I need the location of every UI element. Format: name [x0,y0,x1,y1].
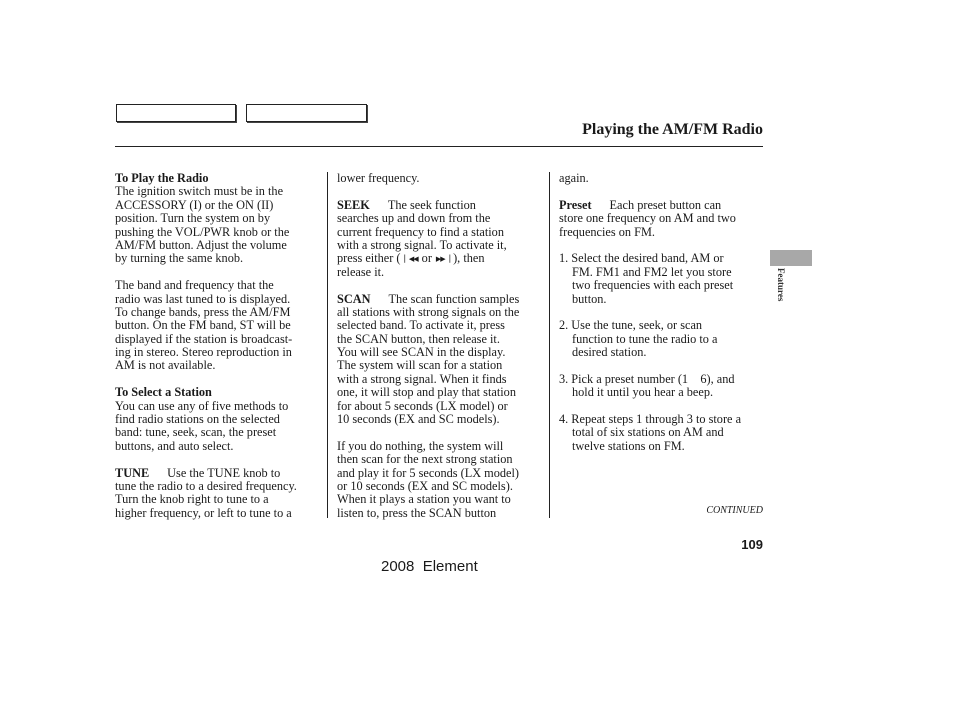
paragraph-line: lower frequency. [337,171,420,185]
paragraph-line: for about 5 seconds (LX model) or [337,398,508,413]
play-radio-heading: To Play the Radio [115,171,209,185]
paragraph-line: You will see SCAN in the display. [337,345,506,360]
paragraph-line: ing in stereo. Stereo reproduction in [115,345,292,360]
paragraph-line: buttons, and auto select. [115,438,234,453]
page-number: 109 [741,537,763,552]
paragraph-line: store one frequency on AM and two [559,211,736,226]
paragraph-line: AM is not available. [115,358,216,373]
select-station-heading: To Select a Station [115,385,212,400]
section-label: Features [776,268,786,302]
seek-press-text: press either ( [337,251,401,266]
tune-text: Use the TUNE knob to [167,465,281,480]
scan-label: SCAN [337,291,371,306]
paragraph-line: tune the radio to a desired frequency. [115,478,297,493]
column-3 [559,172,764,453]
tune-line [115,467,322,480]
step-4-cont: twelve stations on FM. [572,438,685,453]
continued-note: CONTINUED [706,505,763,516]
paragraph-line: If you do nothing, the system will [337,438,504,453]
column-divider-2 [549,172,550,518]
skip-forward-icon: ▶▶▕ [435,254,450,263]
skip-back-icon: ▏◀◀ [404,254,418,263]
header-tab-box-1 [116,104,236,122]
section-tab [770,250,812,266]
paragraph-line: release it. [337,264,385,279]
paragraph-line: Turn the knob right to tune to a [115,492,269,507]
paragraph-line: with a strong signal. To activate it, [337,237,507,252]
paragraph-line: then scan for the next strong station [337,452,513,467]
paragraph-line: The system will scan for a station [337,358,503,373]
preset-line [559,199,764,212]
paragraph-line: position. Turn the system on by [115,211,271,226]
column-1 [115,172,322,520]
paragraph-line: again. [559,171,589,185]
paragraph-line: current frequency to find a station [337,224,504,239]
paragraph-line: one, it will stop and play that station [337,385,516,400]
step-4: 4. Repeat steps 1 through 3 to store a [559,412,742,427]
scan-text: The scan function samples [388,291,520,306]
page-title: Playing the AM/FM Radio [582,121,763,138]
step-2-cont: function to tune the radio to a [572,331,718,346]
paragraph-line: ACCESSORY (I) or the ON (II) [115,197,274,212]
step-2: 2. Use the tune, seek, or scan [559,318,703,333]
step-3: 3. Pick a preset number (1 6), and [559,371,735,386]
step-1: 1. Select the desired band, AM or [559,251,724,266]
paragraph-line: and play it for 5 seconds (LX model) [337,465,520,480]
paragraph-line: the SCAN button, then release it. [337,331,500,346]
scan-line [337,293,541,306]
paragraph-line: all stations with strong signals on the [337,304,520,319]
preset-text: Each preset button can [609,197,722,212]
preset-label: Preset [559,197,592,212]
paragraph-line: with a strong signal. When it finds [337,371,507,386]
seek-text: The seek function [387,197,476,212]
seek-line [337,199,541,212]
step-3-cont: hold it until you hear a beep. [572,385,714,400]
paragraph-line: or 10 seconds (EX and SC models). [337,478,513,493]
paragraph-line: find radio stations on the selected [115,412,280,427]
tune-label: TUNE [115,465,150,480]
paragraph-line: selected band. To activate it, press [337,318,505,333]
seek-press-line [337,252,541,265]
column-divider-1 [327,172,328,518]
column-2 [337,172,541,520]
paragraph-line: 10 seconds (EX and SC models). [337,412,500,427]
step-4-cont: total of six stations on AM and [572,425,724,440]
paragraph-line: AM/FM button. Adjust the volume [115,237,287,252]
step-2-cont: desired station. [572,345,647,360]
header-tab-box-2 [246,104,367,122]
paragraph-line: higher frequency, or left to tune to a [115,505,292,520]
paragraph-line: radio was last tuned to is displayed. [115,291,291,306]
paragraph-line: To change bands, press the AM/FM [115,304,291,319]
paragraph-line: band: tune, seek, scan, the preset [115,425,277,440]
step-1-cont: two frequencies with each preset [572,278,734,293]
paragraph-line: button. On the FM band, ST will be [115,318,291,333]
paragraph-line: The band and frequency that the [115,278,274,293]
paragraph-line: displayed if the station is broadcast- [115,331,293,346]
title-rule [115,146,763,147]
step-1-cont: FM. FM1 and FM2 let you store [572,264,732,279]
model-footer: 2008 Element [381,558,478,575]
seek-then-text: ), then [453,251,485,266]
paragraph-line: When it plays a station you want to [337,492,511,507]
paragraph-line: frequencies on FM. [559,224,655,239]
paragraph-line: You can use any of five methods to [115,398,289,413]
paragraph-line: searches up and down from the [337,211,491,226]
paragraph-line: listen to, press the SCAN button [337,505,497,520]
paragraph-line: pushing the VOL/PWR knob or the [115,224,290,239]
seek-or-text: or [421,251,432,266]
seek-label: SEEK [337,197,370,212]
step-1-cont: button. [572,291,607,306]
paragraph-line: The ignition switch must be in the [115,184,284,199]
paragraph-line: by turning the same knob. [115,251,244,266]
